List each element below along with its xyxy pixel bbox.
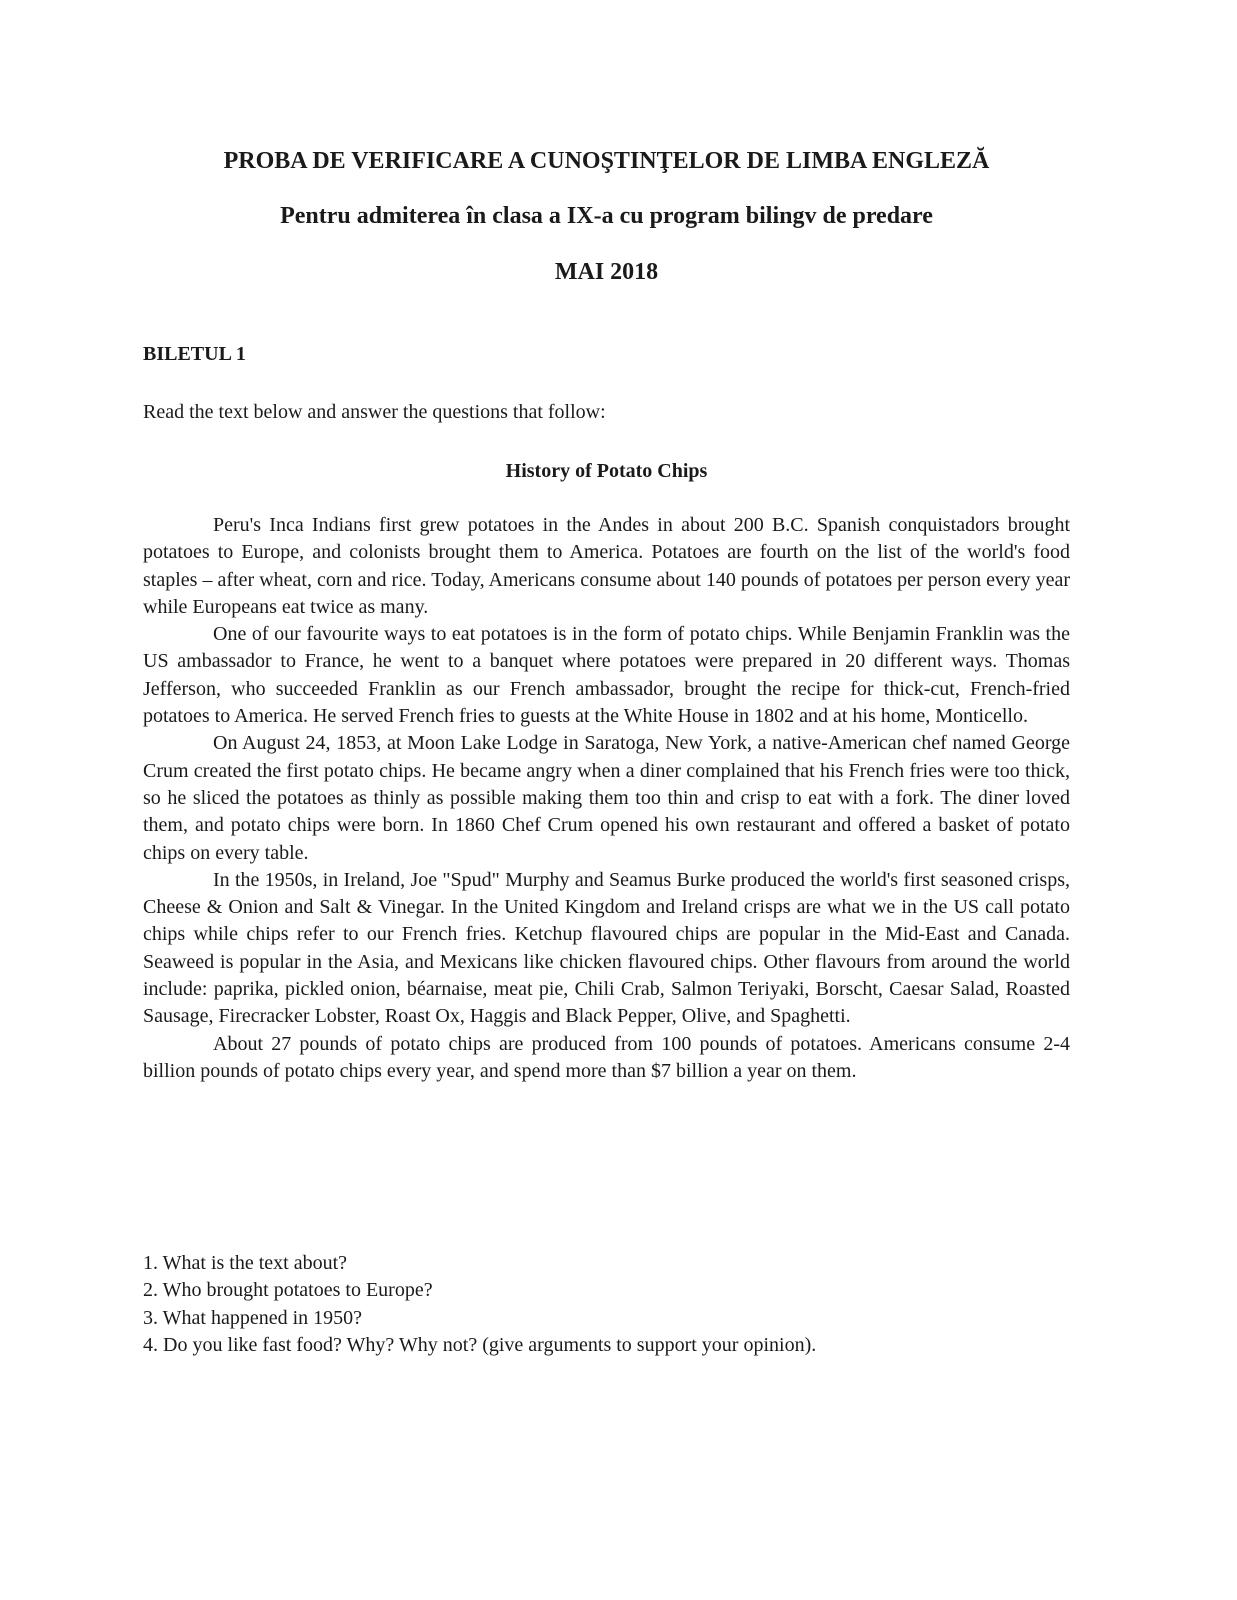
instruction-text: Read the text below and answer the questions that follow: <box>143 401 606 423</box>
exam-date: MAI 2018 <box>554 259 659 285</box>
question-item: 2. Who brought potatoes to Europe? <box>143 1279 433 1302</box>
question-item: 4. Do you like fast food? Why? Why not? (give arguments to support your opinion). <box>143 1334 817 1357</box>
question-item: 1. What is the text about? <box>143 1252 348 1274</box>
paragraph: In the 1950s, in Ireland, Joe "Spud" Murphy and Seamus Burke produced the world's first seasoned crisps, Cheese & Onion and Salt & Vinegar. In the United Kingdom and Ireland crisps are what we in the US call potato chips while chips refer to our French fries. Ketchup flavoured chips are popular in the Mid-East and Canada. Seaweed is popular in the Asia, and Mexicans like chicken flavoured chips. Other flavours from around the world include: paprika, pickled onion, béarnaise, meat pie, Chili Crab, Salmon Teriyaki, Borscht, Caesar Salad, Roasted Sausage, Firecracker Lobster, Roast Ox, Haggis and Black Pepper, Olive, and Spaghetti. <box>143 868 1070 1028</box>
reading-text-title: History of Potato Chips <box>505 460 708 482</box>
questions-list <box>143 1250 1070 1360</box>
paragraph: Peru's Inca Indians first grew potatoes in the Andes in about 200 B.C. Spanish conquistadors brought potatoes to Europe, and colonists brought them to America. Potatoes are fourth on the list of the world's food staples – after wheat, corn and rice. Today, Americans consume about 140 pounds of potatoes per person every year while Europeans eat twice as many. <box>143 514 1070 618</box>
paragraph: One of our favourite ways to eat potatoes is in the form of potato chips. While Benjamin Franklin was the US ambassador to France, he went to a banquet where potatoes were prepared in 20 different ways. Thomas Jefferson, who succeeded Franklin as our French ambassador, brought the recipe for thick-cut, French-fried potatoes to America. He served French fries to guests at the White House in 1802 and at his home, Monticello. <box>143 623 1070 728</box>
exam-title: PROBA DE VERIFICARE A CUNOŞTINŢELOR DE LIMBA ENGLEZĂ <box>223 148 990 174</box>
ticket-heading: BILETUL 1 <box>143 343 246 365</box>
exam-subtitle: Pentru admiterea în clasa a IX-a cu program bilingv de predare <box>280 203 933 229</box>
paragraph: On August 24, 1853, at Moon Lake Lodge in Saratoga, New York, a native-American chef named George Crum created the first potato chips. He became angry when a diner complained that his French fries were too thick, so he sliced the potatoes as thinly as possible making them too thin and crisp to eat with a fork. The diner loved them, and potato chips were born. In 1860 Chef Crum opened his own restaurant and offered a basket of potato chips on every table. <box>143 732 1070 864</box>
paragraph: About 27 pounds of potato chips are produced from 100 pounds of potatoes. Americans consume 2-4 billion pounds of potato chips every year, and spend more than $7 billion a year on them. <box>143 1032 1070 1082</box>
question-item: 3. What happened in 1950? <box>143 1306 363 1329</box>
reading-text-body <box>143 512 1070 1085</box>
